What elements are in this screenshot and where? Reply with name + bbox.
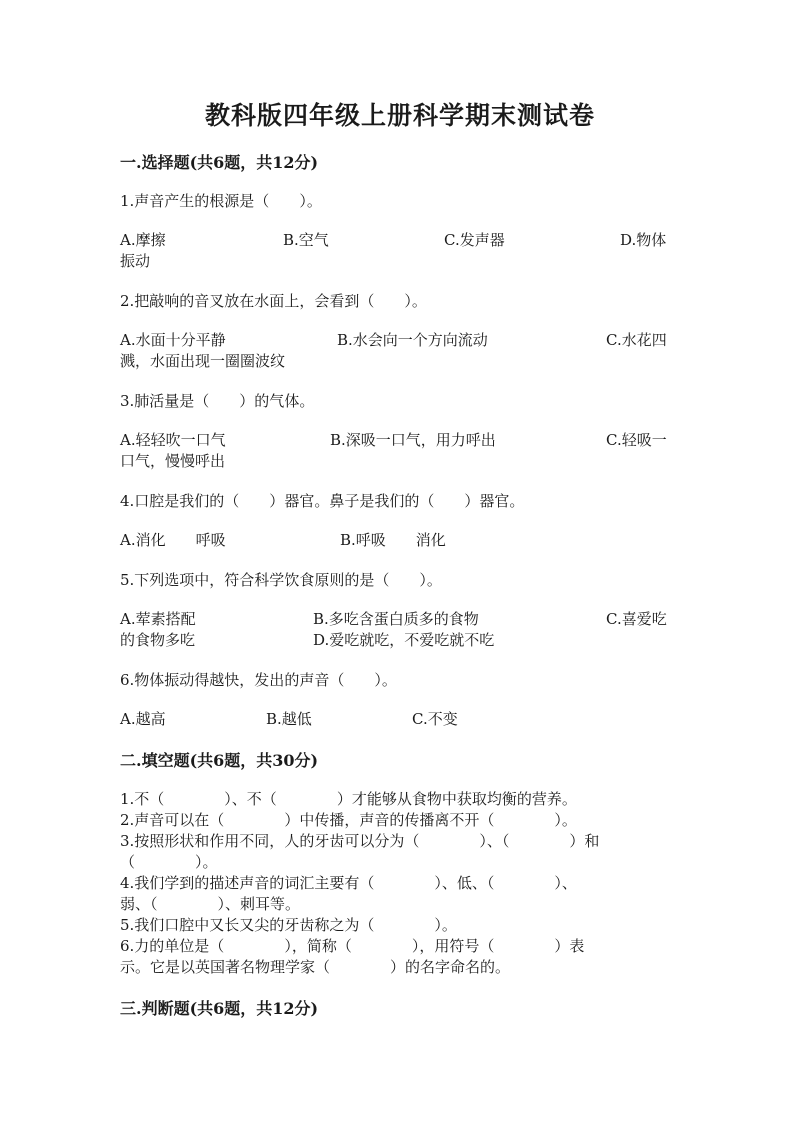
section-heading-fill: 二.填空题(共6题，共30分): [120, 751, 319, 770]
q5-option-c-cont: 的食物多吃: [120, 631, 196, 649]
q5-option-b: B.多吃含蛋白质多的食物: [313, 610, 479, 628]
fill-line-9: 示。它是以英国著名物理学家（ ）的名字命名的。: [120, 958, 511, 976]
section-heading-choice: 一.选择题(共6题，共12分): [120, 153, 319, 172]
question-5: 5.下列选项中，符合科学饮食原则的是（ ）。: [120, 571, 442, 589]
q5-option-a: A.荤素搭配: [120, 610, 196, 628]
question-4: 4.口腔是我们的（ ）器官。鼻子是我们的（ ）器官。: [120, 492, 525, 510]
q6-option-c: C.不变: [412, 710, 458, 728]
q4-option-b: B.呼吸 消化: [340, 531, 446, 549]
q1-option-c: C.发声器: [444, 231, 505, 249]
question-6: 6.物体振动得越快，发出的声音（ ）。: [120, 671, 397, 689]
q1-option-d: D.物体: [620, 231, 667, 249]
fill-line-3: 3.按照形状和作用不同，人的牙齿可以分为（ ）、（ ）和: [120, 832, 600, 850]
question-2: 2.把敲响的音叉放在水面上，会看到（ ）。: [120, 292, 427, 310]
section-heading-judge: 三.判断题(共6题，共12分): [120, 999, 319, 1018]
q6-option-b: B.越低: [266, 710, 312, 728]
question-3: 3.肺活量是（ ）的气体。: [120, 392, 315, 410]
q3-option-c-cont: 口气，慢慢呼出: [120, 452, 226, 470]
q3-option-a: A.轻轻吹一口气: [120, 431, 226, 449]
q3-option-c: C.轻吸一: [606, 431, 667, 449]
fill-line-8: 6.力的单位是（ ），简称（ ），用符号（ ）表: [120, 937, 585, 955]
q1-option-b: B.空气: [283, 231, 329, 249]
page-title: 教科版四年级上册科学期末测试卷: [204, 101, 595, 130]
q1-option-a: A.摩擦: [120, 231, 166, 249]
fill-line-6: 弱、（ ）、刺耳等。: [120, 895, 301, 913]
q2-option-a: A.水面十分平静: [120, 331, 226, 349]
q6-option-a: A.越高: [120, 710, 166, 728]
q2-option-b: B.水会向一个方向流动: [337, 331, 488, 349]
q4-option-a: A.消化 呼吸: [120, 531, 226, 549]
q5-option-c: C.喜爱吃: [606, 610, 667, 628]
q1-option-d-cont: 振动: [120, 252, 151, 270]
q3-option-b: B.深吸一口气，用力呼出: [330, 431, 496, 449]
fill-line-4: （ ）。: [120, 853, 218, 871]
q2-option-c-cont: 溅，水面出现一圈圈波纹: [120, 352, 286, 370]
fill-line-5: 4.我们学到的描述声音的词汇主要有（ ）、低、（ ）、: [120, 874, 577, 892]
q5-option-d: D.爱吃就吃，不爱吃就不吃: [313, 631, 495, 649]
fill-line-1: 1.不（ ）、不（ ）才能够从食物中获取均衡的营养。: [120, 790, 577, 808]
fill-line-2: 2.声音可以在（ ）中传播，声音的传播离不开（ ）。: [120, 811, 577, 829]
question-1: 1.声音产生的根源是（ ）。: [120, 192, 322, 210]
fill-line-7: 5.我们口腔中又长又尖的牙齿称之为（ ）。: [120, 916, 457, 934]
q2-option-c: C.水花四: [606, 331, 667, 349]
